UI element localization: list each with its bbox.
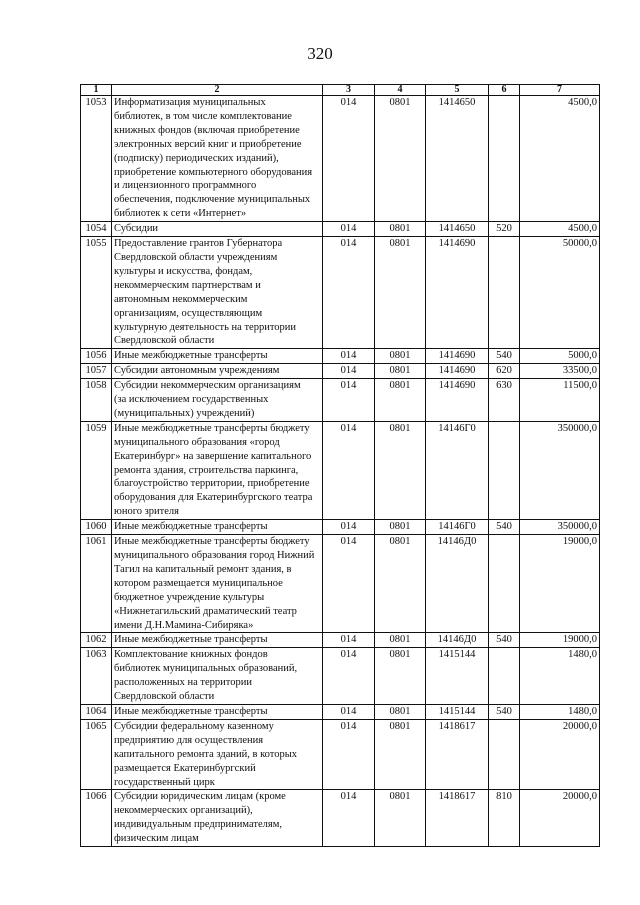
ministry-code-cell: 014 [323,96,375,222]
description-line: размещается Екатеринбургский [114,762,256,774]
row-number-cell: 1053 [81,96,112,222]
row-number-cell: 1056 [81,349,112,364]
section-code-cell: 0801 [375,379,426,422]
description-line: государственный цирк [114,776,215,788]
ministry-code-cell: 014 [323,364,375,379]
amount-cell: 19000,0 [520,633,600,648]
table-row [81,633,600,648]
description-line: Иные межбюджетные трансферты [114,705,268,717]
description-line: благоустройство территории, приобретение [114,478,310,490]
table-row [81,421,600,519]
amount-cell: 20000,0 [520,719,600,790]
description-line: (подписку) периодических изданий), [114,152,279,164]
row-number-cell: 1065 [81,719,112,790]
description-line: Иные межбюджетные трансферты [114,521,268,533]
amount-cell: 4500,0 [520,96,600,222]
description-line: (за исключением государственных [114,394,269,406]
column-header: 2 [112,85,323,96]
target-code-cell: 1415144 [426,648,489,705]
budget-table [80,84,600,847]
target-code-cell: 1414690 [426,349,489,364]
ministry-code-cell: 014 [323,648,375,705]
description-line: библиотек к сети «Интернет» [114,208,247,220]
expense-type-cell: 540 [489,633,520,648]
description-cell [112,633,323,648]
description-line: муниципального образования город Нижний [114,550,315,561]
description-line: капитального ремонта зданий, в которых [114,748,298,760]
description-line: Информатизация муниципальных [114,97,266,108]
description-line: расположенных на территории [114,677,252,689]
ministry-code-cell: 014 [323,719,375,790]
target-code-cell: 1414690 [426,379,489,422]
table-row [81,349,600,364]
description-line: обеспечения, подключение муниципальных [114,194,311,206]
description-line: библиотек, в том числе комплектование [114,110,292,122]
section-code-cell: 0801 [375,421,426,519]
ministry-code-cell: 014 [323,421,375,519]
description-line: Предоставление грантов Губернатора [114,238,283,250]
description-line: Субсидии автономным учреждениям [114,365,280,377]
expense-type-cell: 540 [489,704,520,719]
ministry-code-cell: 014 [323,222,375,237]
description-line: библиотек муниципальных образований, [114,663,298,675]
description-cell [112,222,323,237]
expense-type-cell: 520 [489,222,520,237]
description-line: бюджетное учреждение культуры [114,591,265,603]
description-cell [112,704,323,719]
column-header: 7 [520,85,600,96]
description-line: Екатеринбург» на завершение капитального [114,450,312,462]
expense-type-cell: 540 [489,349,520,364]
section-code-cell: 0801 [375,237,426,349]
column-header: 3 [323,85,375,96]
description-cell [112,379,323,422]
description-cell [112,349,323,364]
section-code-cell: 0801 [375,704,426,719]
description-line: Иные межбюджетные трансферты [114,634,268,646]
description-line: «Нижнетагильский драматический театр [114,605,297,617]
row-number-cell: 1064 [81,704,112,719]
amount-cell: 5000,0 [520,349,600,364]
description-line: Комплектование книжных фондов [114,649,268,661]
amount-cell: 4500,0 [520,222,600,237]
description-line: организациям, осуществляющим [114,307,263,319]
row-number-cell: 1058 [81,379,112,422]
row-number-cell: 1055 [81,237,112,349]
row-number-cell: 1059 [81,421,112,519]
expense-type-cell [489,237,520,349]
target-code-cell: 1414650 [426,96,489,222]
target-code-cell: 1414690 [426,237,489,349]
column-header: 4 [375,85,426,96]
section-code-cell: 0801 [375,790,426,847]
table-header-row [81,85,600,96]
amount-cell: 350000,0 [520,520,600,535]
description-line: ремонта здания, строительства паркинга, [114,464,299,476]
ministry-code-cell: 014 [323,633,375,648]
description-line: Субсидии некоммерческим организациям [114,380,301,392]
description-cell [112,237,323,349]
description-line: Свердловской области учреждениям [114,251,278,263]
expense-type-cell: 810 [489,790,520,847]
target-code-cell: 14146Д0 [426,535,489,633]
amount-cell: 1480,0 [520,704,600,719]
table-row [81,379,600,422]
table-row [81,704,600,719]
description-line: автономным некоммерческим [114,293,248,305]
description-line: Тагил на капитальный ремонт здания, в [114,563,292,575]
description-line: Свердловской области [114,691,215,703]
target-code-cell: 1418617 [426,719,489,790]
ministry-code-cell: 014 [323,790,375,847]
row-number-cell: 1066 [81,790,112,847]
description-line: юного зрителя [114,506,179,518]
description-line: электронных версий книг и приобретение [114,138,302,150]
column-header: 1 [81,85,112,96]
amount-cell: 50000,0 [520,237,600,349]
section-code-cell: 0801 [375,648,426,705]
description-cell [112,96,323,222]
ministry-code-cell: 014 [323,349,375,364]
description-cell [112,719,323,790]
page-number: 320 [307,44,333,63]
expense-type-cell: 540 [489,520,520,535]
description-line: муниципального образования «город [114,436,280,448]
amount-cell: 1480,0 [520,648,600,705]
description-line: культурную деятельность на территории [114,321,297,333]
description-line: и лицензионного программного [114,180,257,192]
ministry-code-cell: 014 [323,237,375,349]
description-cell [112,790,323,847]
amount-cell: 33500,0 [520,364,600,379]
row-number-cell: 1057 [81,364,112,379]
description-line: оборудования для Екатеринбургского театра [114,492,313,504]
table-body [81,96,600,847]
target-code-cell: 14146Г0 [426,421,489,519]
description-line: Субсидии [114,223,159,235]
row-number-cell: 1054 [81,222,112,237]
column-header: 5 [426,85,489,96]
description-line: культуры и искусства, фондам, [114,265,253,277]
description-line: Субсидии федеральному казенному [114,720,274,732]
target-code-cell: 14146Г0 [426,520,489,535]
amount-cell: 19000,0 [520,535,600,633]
description-line: физическим лицам [114,833,199,845]
description-line: Свердловской области [114,335,215,347]
description-line: Иные межбюджетные трансферты бюджету [114,536,310,548]
table-row [81,222,600,237]
description-line: (муниципальных) учреждений) [114,407,255,419]
amount-cell: 20000,0 [520,790,600,847]
description-line: имени Д.Н.Мамина-Сибиряка» [114,619,254,631]
description-cell [112,520,323,535]
description-line: Иные межбюджетные трансферты [114,350,268,362]
section-code-cell: 0801 [375,535,426,633]
table-row [81,790,600,847]
target-code-cell: 1414690 [426,364,489,379]
description-line: некоммерческих организаций), [114,805,253,817]
description-line: Иные межбюджетные трансферты бюджету [114,422,310,434]
expense-type-cell [489,535,520,633]
target-code-cell: 1414650 [426,222,489,237]
section-code-cell: 0801 [375,520,426,535]
description-cell [112,535,323,633]
table-row [81,520,600,535]
description-line: Субсидии юридическим лицам (кроме [114,791,286,803]
expense-type-cell [489,719,520,790]
section-code-cell: 0801 [375,364,426,379]
description-cell [112,364,323,379]
target-code-cell: 1418617 [426,790,489,847]
description-line: котором размещается муниципальное [114,577,283,589]
expense-type-cell [489,648,520,705]
expense-type-cell: 630 [489,379,520,422]
expense-type-cell [489,421,520,519]
section-code-cell: 0801 [375,349,426,364]
target-code-cell: 14146Д0 [426,633,489,648]
expense-type-cell [489,96,520,222]
amount-cell: 11500,0 [520,379,600,422]
row-number-cell: 1063 [81,648,112,705]
description-line: некоммерческим партнерствам и [114,279,261,291]
ministry-code-cell: 014 [323,704,375,719]
ministry-code-cell: 014 [323,379,375,422]
table-row [81,237,600,349]
section-code-cell: 0801 [375,222,426,237]
row-number-cell: 1062 [81,633,112,648]
description-cell [112,421,323,519]
description-line: приобретение компьютерного оборудования [114,166,313,178]
row-number-cell: 1060 [81,520,112,535]
column-header: 6 [489,85,520,96]
amount-cell: 350000,0 [520,421,600,519]
section-code-cell: 0801 [375,719,426,790]
target-code-cell: 1415144 [426,704,489,719]
ministry-code-cell: 014 [323,535,375,633]
row-number-cell: 1061 [81,535,112,633]
description-cell [112,648,323,705]
section-code-cell: 0801 [375,633,426,648]
table-row [81,96,600,222]
table-row [81,648,600,705]
description-line: предприятию для осуществления [114,734,264,746]
expense-type-cell: 620 [489,364,520,379]
table-row [81,535,600,633]
table-row [81,719,600,790]
ministry-code-cell: 014 [323,520,375,535]
section-code-cell: 0801 [375,96,426,222]
table-row [81,364,600,379]
description-line: индивидуальным предпринимателям, [114,819,282,831]
description-line: книжных фондов (включая приобретение [114,124,300,136]
